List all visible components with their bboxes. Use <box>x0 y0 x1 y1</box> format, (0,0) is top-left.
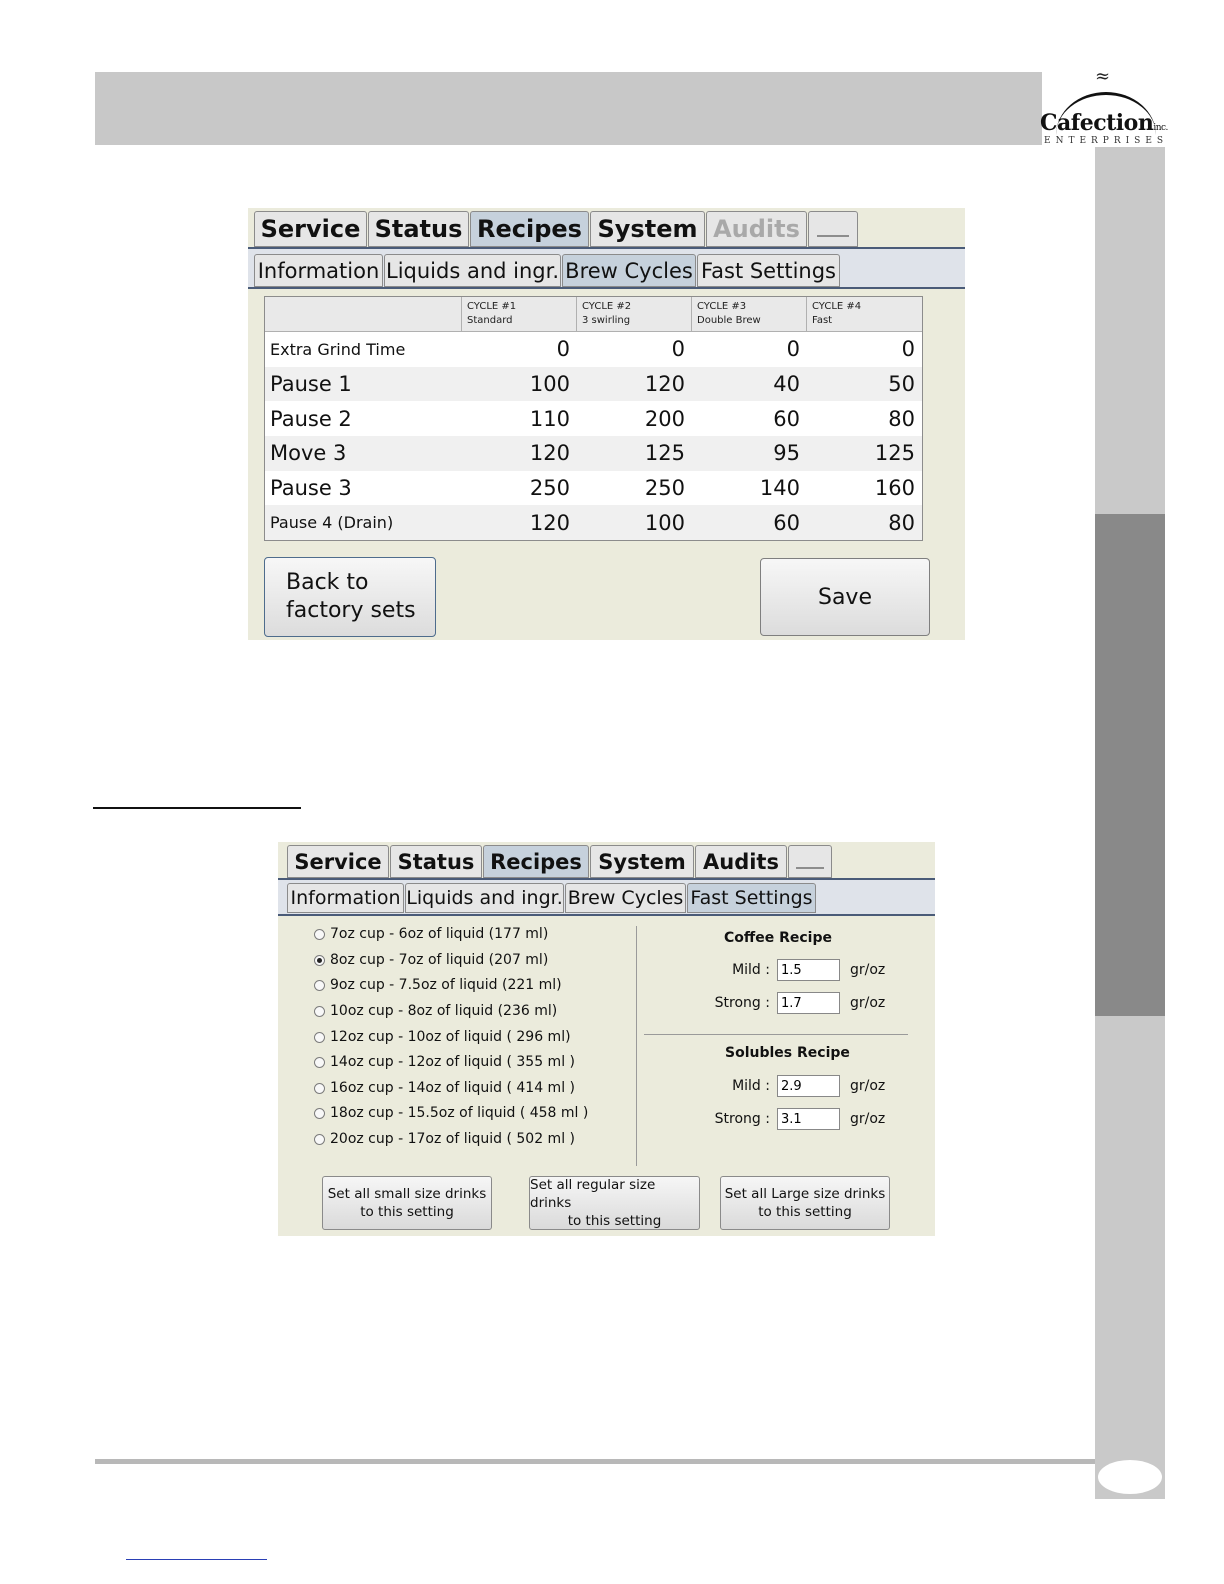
table-row <box>265 505 922 540</box>
table-row <box>265 401 922 436</box>
radio-icon[interactable] <box>314 1006 325 1017</box>
tab-system[interactable]: System <box>590 845 694 878</box>
solubles-mild-label: Mild : <box>732 1078 770 1094</box>
radio-icon[interactable] <box>314 929 325 940</box>
tab-recipes[interactable]: Recipes <box>483 845 589 878</box>
cup-option[interactable]: 7oz cup - 6oz of liquid (177 ml) <box>314 923 548 945</box>
subtab-fast-settings[interactable]: Fast Settings <box>697 254 840 287</box>
row-label: Pause 4 (Drain) <box>270 513 394 533</box>
underscore-icon <box>796 867 824 869</box>
back-to-factory-sets-button[interactable]: Back to factory sets <box>264 557 436 637</box>
radio-icon[interactable] <box>314 1108 325 1119</box>
subtab-fast-settings[interactable]: Fast Settings <box>687 883 816 913</box>
row-label: Pause 3 <box>270 476 352 501</box>
tab-system[interactable]: System <box>590 211 705 247</box>
coffee-mild-input[interactable] <box>777 959 840 981</box>
tab-recipes[interactable]: Recipes <box>470 211 589 247</box>
coffee-strong-input[interactable] <box>777 992 840 1014</box>
cell-value[interactable]: 0 <box>901 337 915 362</box>
cell-value[interactable]: 40 <box>773 372 800 397</box>
footer-link-underline <box>126 1559 267 1560</box>
column-header-cycle-4: CYCLE #4 Fast <box>812 301 862 326</box>
cell-value[interactable]: 160 <box>874 476 915 501</box>
coffee-mild-unit: gr/oz <box>850 962 886 978</box>
solubles-mild-unit: gr/oz <box>850 1078 886 1094</box>
row-label: Extra Grind Time <box>270 339 406 359</box>
set-small-drinks-button[interactable]: Set all small size drinks to this setting <box>322 1176 492 1230</box>
underscore-icon <box>817 235 849 237</box>
set-regular-drinks-button[interactable]: Set all regular size drinks to this setting <box>529 1176 700 1230</box>
column-header-cycle-3: CYCLE #3 Double Brew <box>692 297 807 331</box>
coffee-strong-label: Strong : <box>714 995 770 1011</box>
cell-value[interactable]: 95 <box>773 441 800 466</box>
solubles-recipe-title: Solubles Recipe <box>725 1045 850 1061</box>
cafection-logo <box>1040 66 1172 148</box>
cell-value[interactable]: 100 <box>529 372 570 397</box>
coffee-strong-unit: gr/oz <box>850 995 886 1011</box>
table-header <box>265 297 922 332</box>
solubles-strong-unit: gr/oz <box>850 1111 886 1127</box>
steam-icon: ≈ <box>1095 66 1111 87</box>
coffee-mild-label: Mild : <box>732 962 770 978</box>
column-header-cycle-1: CYCLE #1 Standard <box>462 297 577 331</box>
brew-cycles-screen <box>248 208 965 640</box>
subtab-brew-cycles[interactable]: Brew Cycles <box>562 254 696 287</box>
cup-option[interactable]: 12oz cup - 10oz of liquid ( 296 ml) <box>314 1026 571 1048</box>
cell-value[interactable]: 200 <box>644 406 685 431</box>
tab-audits[interactable]: Audits <box>695 845 787 878</box>
tab-blank[interactable] <box>808 211 858 247</box>
row-label: Pause 1 <box>270 372 352 397</box>
cup-option[interactable]: 8oz cup - 7oz of liquid (207 ml) <box>314 949 548 971</box>
cup-option[interactable]: 20oz cup - 17oz of liquid ( 502 ml ) <box>314 1128 575 1150</box>
table-row <box>265 471 922 506</box>
tab-audits: Audits <box>706 211 807 247</box>
tab-status[interactable]: Status <box>368 211 469 247</box>
cell-value[interactable]: 100 <box>644 510 685 535</box>
cell-value[interactable]: 110 <box>529 406 570 431</box>
cell-value[interactable]: 0 <box>786 337 800 362</box>
header-band <box>95 72 1042 145</box>
fast-settings-screen <box>278 842 935 1236</box>
subtab-liquids[interactable]: Liquids and ingr. <box>405 883 564 913</box>
solubles-strong-label: Strong : <box>714 1111 770 1127</box>
cell-value[interactable]: 250 <box>529 476 570 501</box>
vertical-divider <box>636 926 637 1166</box>
cell-value[interactable]: 125 <box>644 441 685 466</box>
tab-service[interactable]: Service <box>287 845 389 878</box>
radio-icon[interactable] <box>314 1057 325 1068</box>
cell-value[interactable]: 80 <box>888 510 915 535</box>
subtab-liquids[interactable]: Liquids and ingr. <box>384 254 561 287</box>
subtab-information[interactable]: Information <box>254 254 383 287</box>
cell-value[interactable]: 60 <box>773 510 800 535</box>
save-button[interactable]: Save <box>760 558 930 636</box>
cell-value[interactable]: 50 <box>888 372 915 397</box>
subtab-information[interactable]: Information <box>287 883 404 913</box>
row-label: Pause 2 <box>270 406 352 431</box>
cup-option[interactable]: 16oz cup - 14oz of liquid ( 414 ml ) <box>314 1077 575 1099</box>
cell-value[interactable]: 125 <box>874 441 915 466</box>
cup-option[interactable]: 18oz cup - 15.5oz of liquid ( 458 ml ) <box>314 1102 588 1124</box>
radio-icon[interactable] <box>314 980 325 991</box>
logo-subtitle: ENTERPRISES <box>1044 136 1169 146</box>
table-row <box>265 436 922 471</box>
brew-cycles-table <box>264 296 923 541</box>
heading-underline <box>93 807 301 809</box>
cell-value[interactable]: 120 <box>644 372 685 397</box>
set-large-drinks-button[interactable]: Set all Large size drinks to this setting <box>720 1176 890 1230</box>
solubles-mild-input[interactable] <box>777 1075 840 1097</box>
tab-blank[interactable] <box>788 845 832 878</box>
radio-icon[interactable] <box>314 1134 325 1145</box>
cell-value[interactable]: 120 <box>529 510 570 535</box>
row-label: Move 3 <box>270 441 347 466</box>
section-sidebar-active <box>1095 514 1165 1016</box>
radio-checked-icon[interactable] <box>314 955 325 966</box>
cup-option[interactable]: 14oz cup - 12oz of liquid ( 355 ml ) <box>314 1051 575 1073</box>
radio-icon[interactable] <box>314 1032 325 1043</box>
tab-status[interactable]: Status <box>390 845 482 878</box>
cell-value[interactable]: 140 <box>759 476 800 501</box>
radio-icon[interactable] <box>314 1083 325 1094</box>
tab-service[interactable]: Service <box>254 211 367 247</box>
cell-value[interactable]: 0 <box>556 337 570 362</box>
column-header-cycle-2: CYCLE #2 3 swirling <box>577 297 692 331</box>
cell-value[interactable]: 120 <box>529 441 570 466</box>
coffee-recipe-title: Coffee Recipe <box>724 930 832 946</box>
cell-value[interactable]: 80 <box>888 406 915 431</box>
solubles-strong-input[interactable] <box>777 1108 840 1130</box>
cup-option[interactable]: 9oz cup - 7.5oz of liquid (221 ml) <box>314 974 562 996</box>
footer-rule <box>95 1459 1095 1464</box>
cell-value[interactable]: 0 <box>671 337 685 362</box>
horizontal-divider <box>644 1034 908 1035</box>
table-row <box>265 332 922 367</box>
cup-option[interactable]: 10oz cup - 8oz of liquid (236 ml) <box>314 1000 557 1022</box>
logo-wordmark: Cafectioninc. <box>1040 110 1168 136</box>
subtab-divider <box>248 287 965 289</box>
table-row <box>265 367 922 402</box>
subtab-divider <box>278 914 935 916</box>
subtab-brew-cycles[interactable]: Brew Cycles <box>565 883 686 913</box>
cell-value[interactable]: 60 <box>773 406 800 431</box>
cell-value[interactable]: 250 <box>644 476 685 501</box>
page-number-oval <box>1098 1460 1162 1494</box>
